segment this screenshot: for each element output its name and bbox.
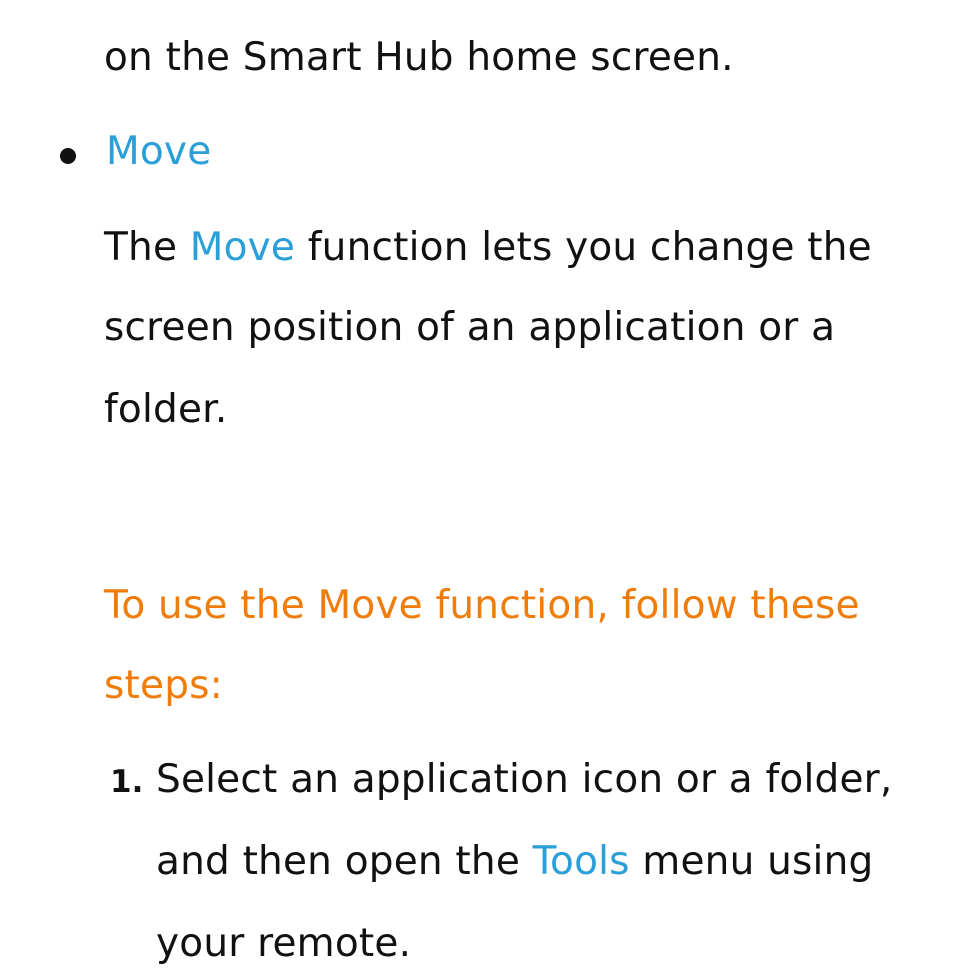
steps-heading-line-1: To use the Move function, follow these — [104, 583, 860, 628]
desc-rest: function lets you change the — [295, 225, 872, 270]
step-1-line-3: your remote. — [156, 921, 412, 966]
step-1-prefix: and then open the — [156, 839, 533, 884]
desc-term-move: Move — [189, 225, 296, 270]
step-1-line-2 — [156, 838, 873, 886]
continuation-text: on the Smart Hub home screen. — [104, 35, 734, 80]
move-description-line-1 — [104, 224, 872, 272]
step-1-term-tools: Tools — [532, 839, 630, 884]
bullet-heading-move: Move — [106, 129, 212, 174]
bullet-dot-icon — [60, 148, 76, 164]
steps-heading-line-2: steps: — [104, 663, 224, 708]
move-description-line-3: folder. — [104, 387, 228, 432]
step-1-rest: menu using — [629, 839, 874, 884]
move-description-line-2: screen position of an application or a — [104, 305, 836, 350]
step-1-line-1: Select an application icon or a folder, — [156, 757, 893, 802]
desc-prefix: The — [104, 225, 190, 270]
step-1-number: 1. — [110, 764, 144, 800]
